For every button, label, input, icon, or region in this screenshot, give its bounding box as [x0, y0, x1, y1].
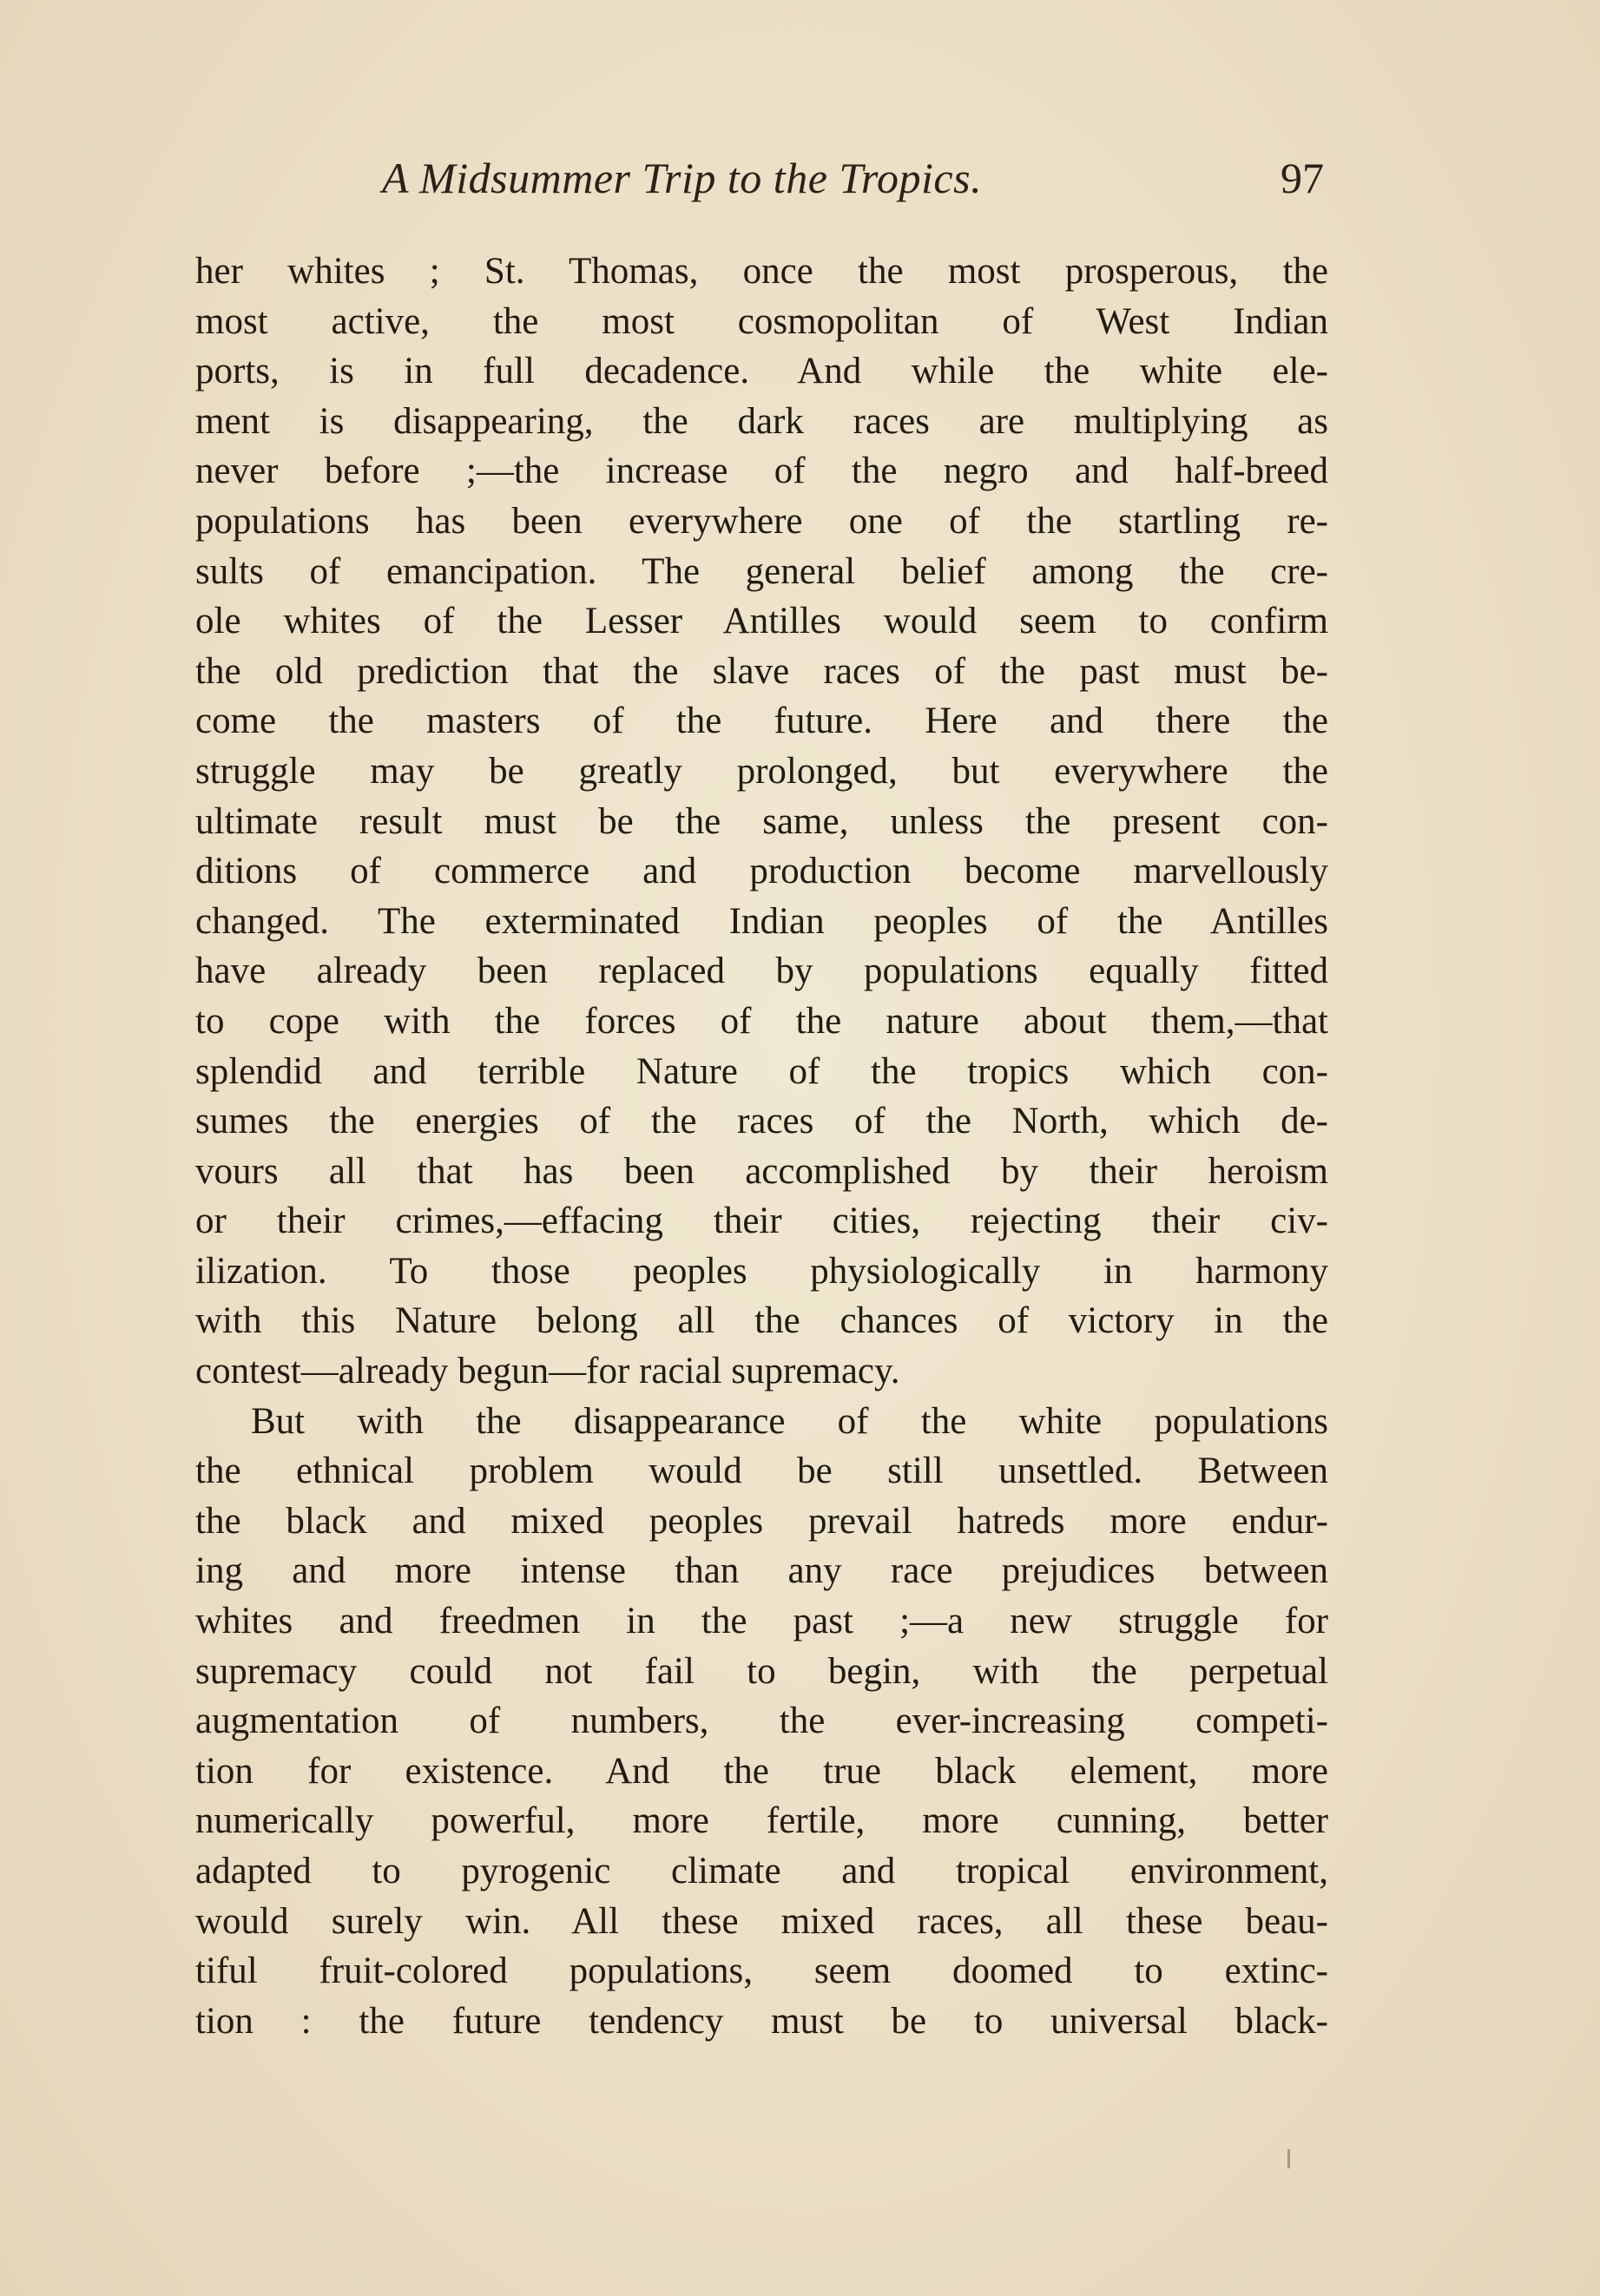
text-line: never before ;—the increase of the negro and half-breed — [195, 451, 1328, 492]
running-head-title: A Midsummer Trip to the Tropics. — [382, 154, 983, 202]
paragraph — [195, 1397, 1328, 2047]
text-line: the black and mixed peoples prevail hatreds more endur- — [195, 1500, 1328, 1542]
text-line: changed. The exterminated Indian peoples of the Antilles — [195, 900, 1328, 942]
text-line: tion for existence. And the true black element, more — [195, 1750, 1328, 1792]
text-line: tion : the future tendency must be to universal black- — [195, 2000, 1328, 2042]
text-line: ing and more intense than any race prejudices between — [195, 1550, 1328, 1592]
text-line: ment is disappearing, the dark races are multiplying as — [195, 400, 1328, 442]
text-line: have already been replaced by populations equally fitted — [195, 951, 1328, 992]
text-line: supremacy could not fail to begin, with the perpetual — [195, 1650, 1328, 1692]
text-line: sults of emancipation. The general belief among the cre- — [195, 550, 1328, 592]
text-line: vours all that has been accomplished by their heroism — [195, 1150, 1328, 1192]
text-line: the old prediction that the slave races of the past must be- — [195, 650, 1328, 692]
paper-speck — [1287, 2149, 1290, 2168]
text-line: the ethnical problem would be still unsettled. Between — [195, 1451, 1328, 1492]
text-line: ilization. To those peoples physiologically in harmony — [195, 1250, 1328, 1292]
text-line: would surely win. All these mixed races, all these beau- — [195, 1900, 1328, 1942]
text-line: ditions of commerce and production become marvellously — [195, 851, 1328, 892]
text-line: come the masters of the future. Here and there the — [195, 701, 1328, 742]
text-line: adapted to pyrogenic climate and tropical environment, — [195, 1851, 1328, 1891]
text-line: struggle may be greatly prolonged, but everywhere the — [195, 750, 1328, 792]
text-line: But with the disappearance of the white populations — [251, 1400, 1328, 1442]
text-line: or their crimes,—effacing their cities, rejecting their civ- — [195, 1201, 1328, 1242]
text-line: numerically powerful, more fertile, more cunning, better — [195, 1800, 1328, 1842]
text-line: whites and freedmen in the past ;—a new struggle for — [195, 1601, 1328, 1642]
text-line: augmentation of numbers, the ever-increasing competi- — [195, 1701, 1328, 1742]
text-line: contest—already begun—for racial supremacy. — [195, 1351, 900, 1392]
body-text — [195, 247, 1328, 2046]
text-line: to cope with the forces of the nature about them,—that — [195, 1000, 1328, 1042]
text-line: sumes the energies of the races of the North, which de- — [195, 1101, 1328, 1142]
text-line: tiful fruit-colored populations, seem doomed to extinc- — [195, 1951, 1328, 1992]
running-head — [0, 143, 1600, 213]
paragraph — [195, 247, 1328, 1397]
page-number: 97 — [1281, 154, 1324, 202]
text-line: most active, the most cosmopolitan of West Indian — [195, 300, 1328, 342]
text-line: splendid and terrible Nature of the tropics which con- — [195, 1050, 1328, 1092]
text-line: populations has been everywhere one of the startling re- — [195, 500, 1328, 542]
text-line: ultimate result must be the same, unless the present con- — [195, 800, 1328, 842]
text-line: her whites ; St. Thomas, once the most prosperous, the — [195, 251, 1328, 292]
text-line: ports, is in full decadence. And while the white ele- — [195, 351, 1328, 392]
text-line: ole whites of the Lesser Antilles would seem to confirm — [195, 601, 1328, 642]
text-line: with this Nature belong all the chances of victory in the — [195, 1300, 1328, 1342]
